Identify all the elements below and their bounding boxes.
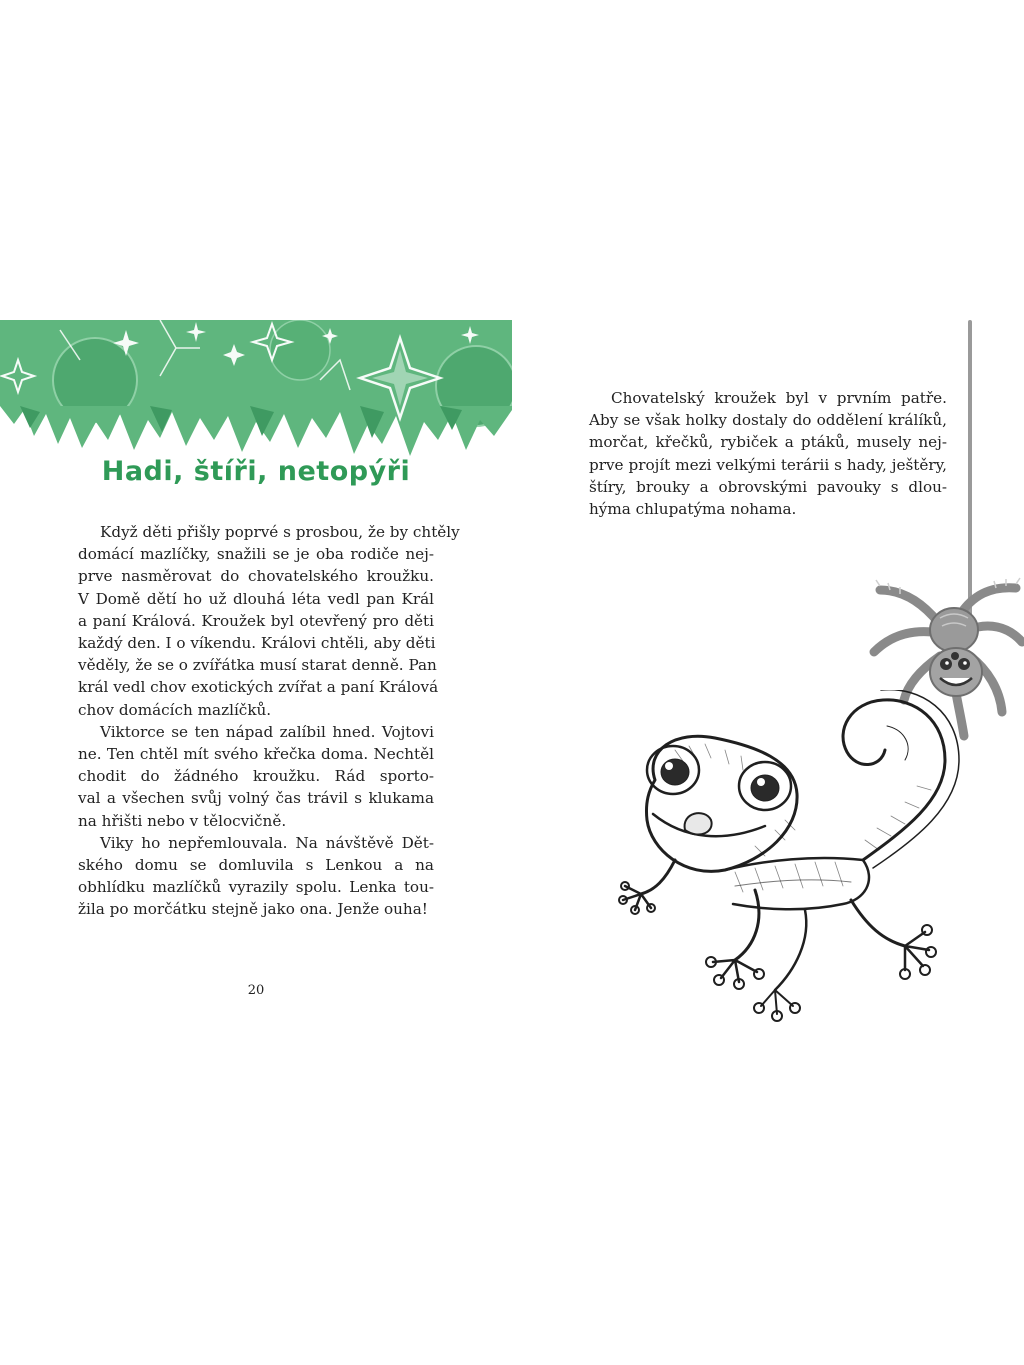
text-line: Aby se však holky dostaly do oddělení králíků, — [589, 411, 947, 430]
text-line: V Domě dětí ho už dlouhá léta vedl pan Král — [78, 589, 434, 608]
text-line: Chovatelský kroužek byl v prvním patře. — [611, 389, 947, 407]
text-line: štíry, brouky a obrovskými pavouky s dlou- — [589, 477, 947, 496]
text-line: obhlídku mazlíčků vyrazily spolu. Lenka tou- — [78, 878, 434, 897]
gecko-sketch-icon — [615, 690, 975, 1035]
text-line: val a všechen svůj volný čas trávil s klukama — [78, 789, 434, 808]
text-line: chodit do žádného kroužku. Rád sporto- — [78, 767, 434, 786]
chapter-title: Hadi, štíři, netopýři — [101, 456, 411, 487]
text-line: ského domu se domluvila s Lenkou a na — [78, 856, 434, 875]
text-line: a paní Králová. Kroužek byl otevřený pro děti — [78, 611, 434, 630]
text-line: žila po morčátku stejně jako ona. Jenže ouha! — [78, 900, 428, 919]
text-line: král vedl chov exotických zvířat a paní Králová — [78, 678, 439, 697]
text-line: chov domácích mazlíčků. — [78, 700, 272, 719]
text-line: prve nasměrovat do chovatelského kroužku. — [78, 567, 434, 586]
text-line: Viky ho nepřemlouvala. Na návštěvě Dět- — [100, 833, 434, 852]
left-page-text — [78, 521, 460, 921]
text-line: domácí mazlíčky, snažili se je oba rodiče nej- — [78, 545, 434, 564]
text-line: prve projít mezi velkými terárii s hady, ještěry, — [589, 455, 947, 474]
text-line: každý den. I o víkendu. Královi chtěli, aby děti — [78, 634, 436, 653]
leaf-star-banner — [0, 320, 512, 460]
text-line: ne. Ten chtěl mít svého křečka doma. Nechtěl — [78, 745, 434, 764]
text-line: na hřišti nebo v tělocvičně. — [78, 811, 287, 830]
right-page-text — [589, 387, 947, 520]
text-line: Viktorce se ten nápad zalíbil hned. Vojtovi — [100, 722, 434, 741]
page-number: 20 — [247, 983, 265, 998]
text-line: morčat, křečků, rybiček a ptáků, musely nej- — [589, 433, 947, 452]
text-line: hýma chlupatýma nohama. — [589, 500, 797, 519]
text-line: Když děti přišly poprvé s prosbou, že by chtěly — [100, 523, 460, 541]
text-line: věděly, že se o zvířátka musí starat denně. Pan — [78, 656, 437, 675]
